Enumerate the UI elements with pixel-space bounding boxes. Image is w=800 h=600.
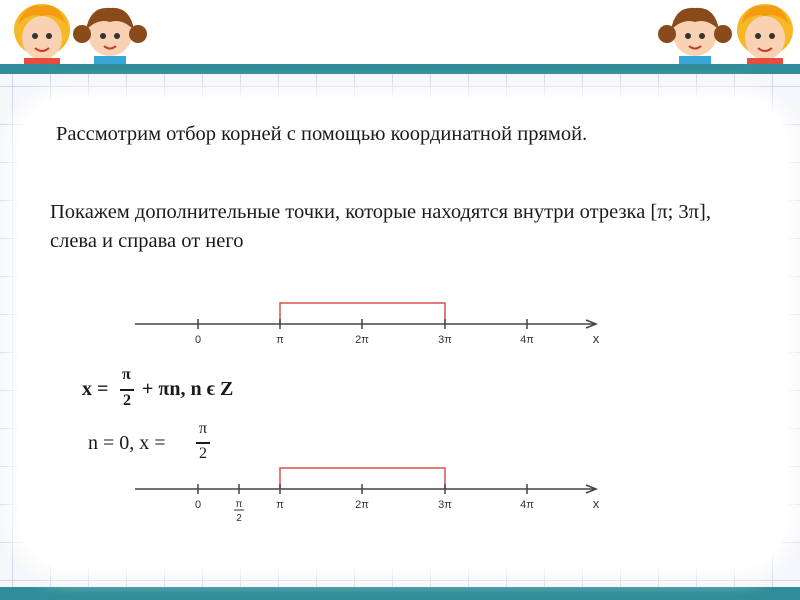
- paragraph-intro: Рассмотрим отбор корней с помощью координатной прямой.: [56, 123, 588, 145]
- fraction-numerator: π: [199, 420, 208, 437]
- paragraph-points: Покажем дополнительные точки, которые находятся внутри отрезка [π; 3π], слева и справа от него: [50, 201, 711, 252]
- number-line-1: [0, 290, 800, 350]
- fraction-bar: [120, 389, 134, 391]
- fraction-denominator: 2: [199, 445, 207, 462]
- tick-label: 3π: [438, 334, 452, 346]
- fraction-numerator: π: [122, 366, 131, 383]
- kids-left-illustration: [6, 0, 151, 66]
- tick-label: π: [276, 499, 284, 511]
- tick-label-pi-half-num: π: [235, 499, 243, 510]
- girl-icon: [73, 8, 147, 66]
- axis-label: x: [592, 496, 600, 511]
- tick-label: 2π: [355, 499, 369, 511]
- tick-label: 4π: [520, 499, 534, 511]
- footer-bar: [0, 587, 800, 600]
- tick-label: 4π: [520, 334, 534, 346]
- fraction-bar: [196, 442, 210, 444]
- header-divider-bar: [0, 64, 800, 74]
- tick-label: 2π: [355, 334, 369, 346]
- tick-label: π: [276, 334, 284, 346]
- number-line-2: [0, 455, 800, 530]
- fraction-denominator: 2: [123, 392, 131, 409]
- formula-left: n = 0, x =: [88, 432, 166, 454]
- girl-icon: [658, 8, 732, 66]
- boy-icon: [737, 4, 793, 66]
- tick-label: 0: [194, 334, 202, 346]
- kids-right-illustration: [655, 0, 800, 66]
- tick-label-pi-half-den: 2: [236, 513, 242, 524]
- tick-label: 0: [194, 499, 202, 511]
- formula-right: + πn, n ϵ Z: [142, 378, 234, 400]
- axis-label: x: [592, 331, 600, 346]
- general-solution-formula: [82, 368, 302, 416]
- boy-icon: [14, 4, 70, 66]
- formula-left: x =: [82, 378, 109, 400]
- tick-label: 3π: [438, 499, 452, 511]
